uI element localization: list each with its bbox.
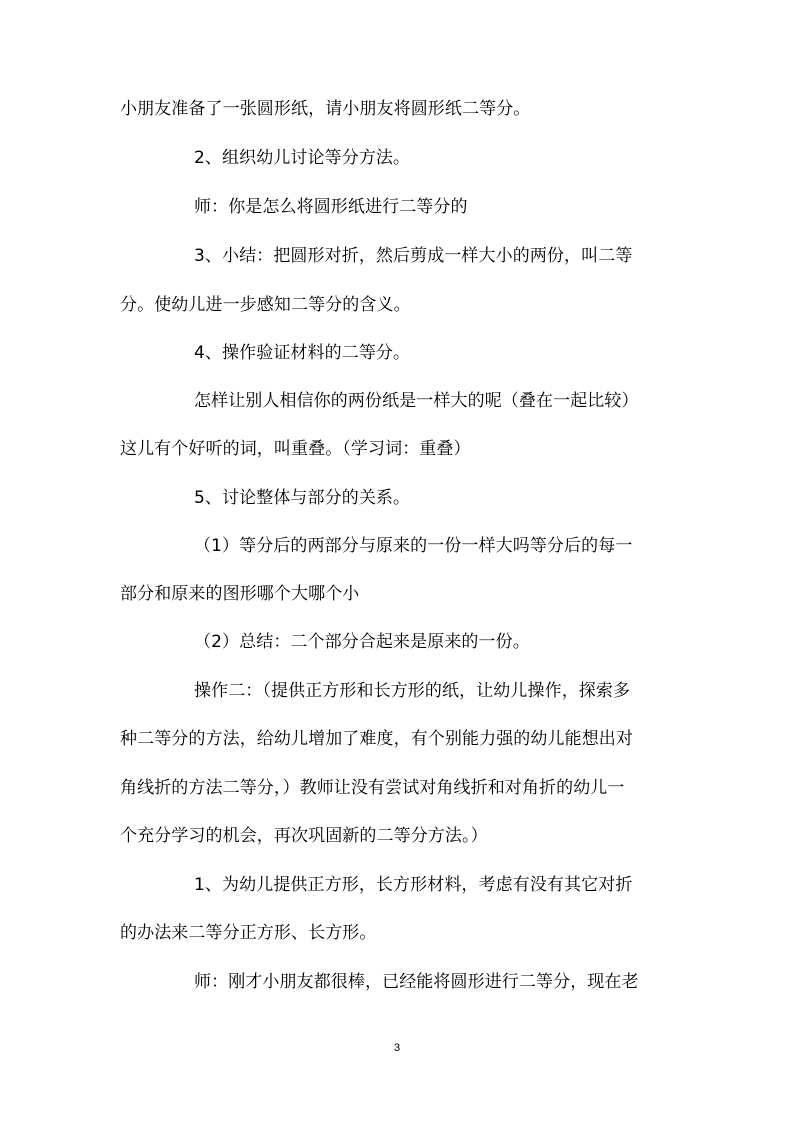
- text-line: 师：刚才小朋友都很棒，已经能将圆形进行二等分，现在老: [194, 972, 639, 992]
- text-line: 怎样让别人相信你的两份纸是一样大的呢（叠在一起比较）: [194, 391, 639, 411]
- text-line: 这儿有个好听的词，叫重叠。（学习词：重叠）: [120, 439, 471, 459]
- text-line: 5、讨论整体与部分的关系。: [194, 488, 411, 508]
- text-line: 小朋友准备了一张圆形纸，请小朋友将圆形纸二等分。: [120, 99, 531, 119]
- page-number: 3: [393, 1042, 401, 1054]
- text-line: 1、为幼儿提供正方形，长方形材料，考虑有没有其它对折: [194, 875, 633, 895]
- text-line: 操作二：（提供正方形和长方形的纸，让幼儿操作，探索多: [194, 681, 631, 701]
- text-line: 角线折的方法二等分，）教师让没有尝试对角线折和对角折的幼儿一: [120, 778, 625, 798]
- text-line: 师：你是怎么将圆形纸进行二等分的: [194, 197, 468, 217]
- text-line: （1）等分后的两部分与原来的一份一样大吗等分后的每一: [194, 536, 633, 556]
- text-line: （2）总结：二个部分合起来是原来的一份。: [194, 632, 530, 652]
- text-line: 4、操作验证材料的二等分。: [194, 343, 411, 363]
- text-line: 2、组织幼儿讨论等分方法。: [194, 148, 411, 168]
- text-line: 个充分学习的机会，再次巩固新的二等分方法。）: [120, 826, 488, 846]
- text-line: 3、小结：把圆形对折，然后剪成一样大小的两份，叫二等: [194, 246, 633, 266]
- text-line: 分。使幼儿进一步感知二等分的含义。: [120, 295, 411, 315]
- text-line: 的办法来二等分正方形、长方形。: [120, 923, 377, 943]
- text-line: 种二等分的方法，给幼儿增加了难度，有个别能力强的幼儿能想出对: [120, 729, 633, 749]
- text-line: 部分和原来的图形哪个大哪个小: [120, 584, 360, 604]
